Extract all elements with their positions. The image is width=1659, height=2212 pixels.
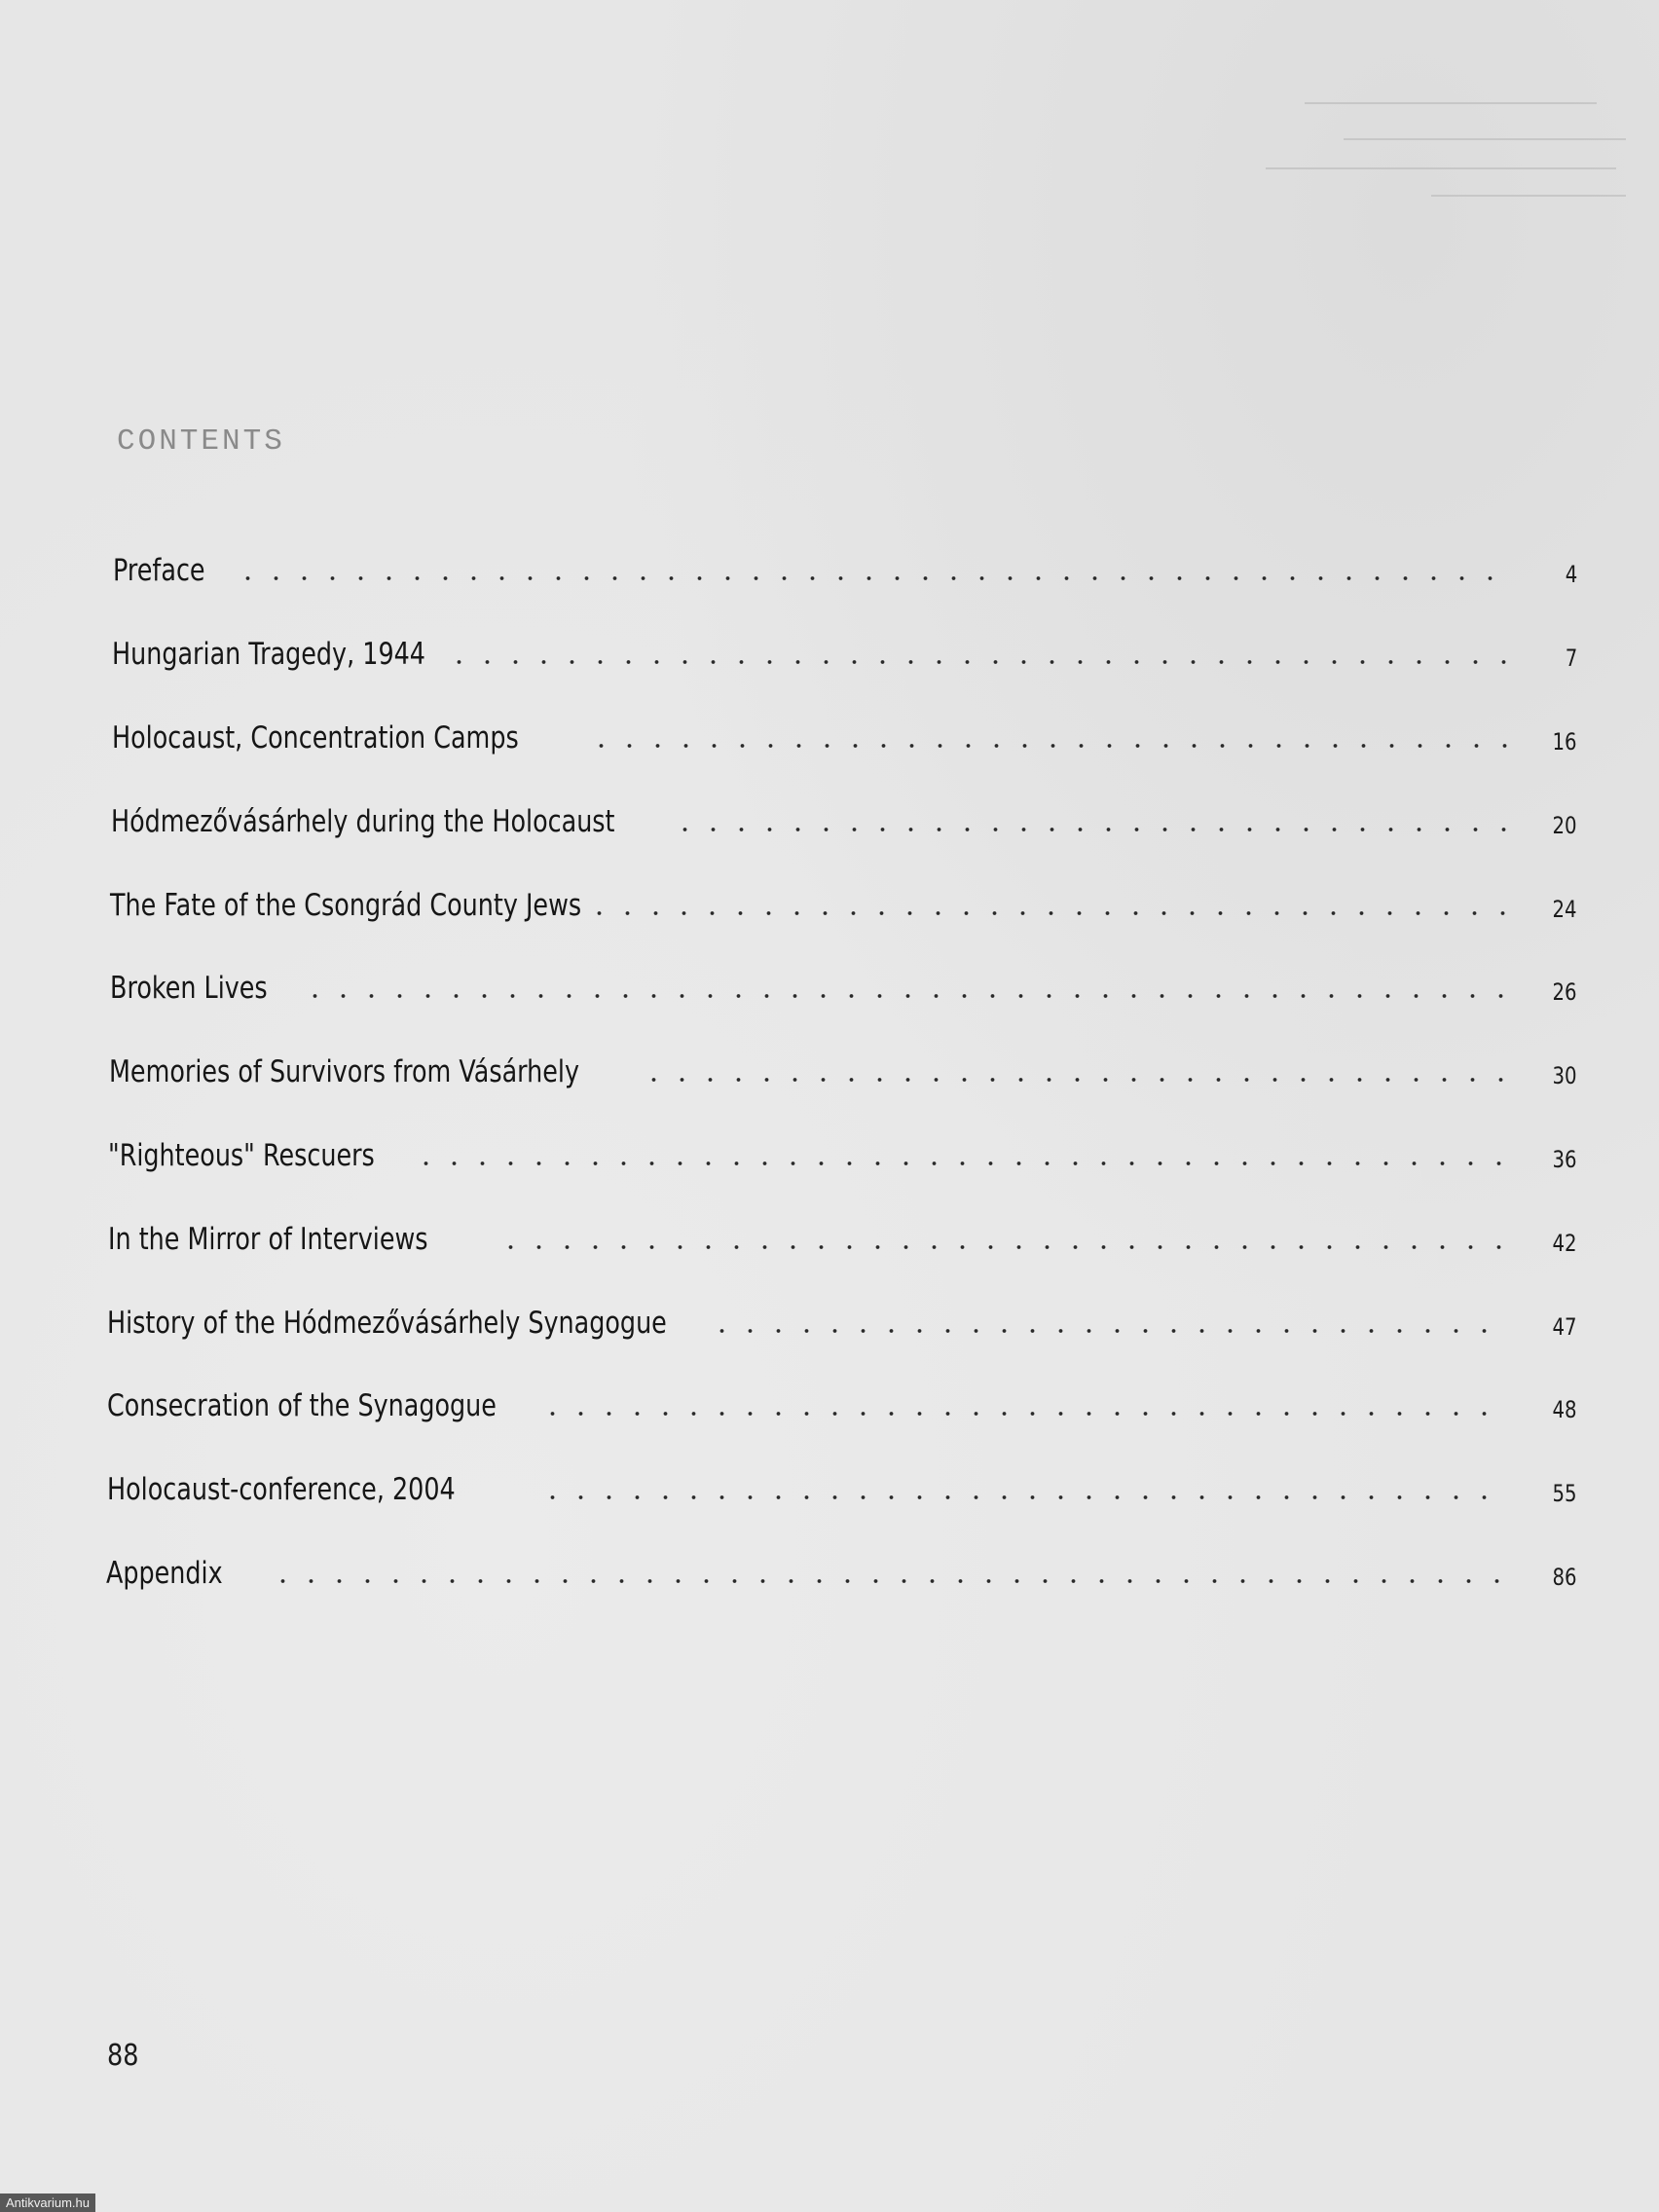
toc-entry — [109, 1054, 1577, 1103]
toc-entry-title: "Righteous" Rescuers — [108, 1138, 375, 1173]
toc-dot-leader — [585, 911, 1512, 915]
toc-entry-title: History of the Hódmezővásárhely Synagogue — [107, 1306, 667, 1341]
toc-dot-leader — [708, 1329, 1509, 1333]
toc-entry — [108, 1222, 1577, 1271]
toc-entry-page: 42 — [1552, 1230, 1577, 1257]
toc-entry-title: Holocaust, Concentration Camps — [112, 720, 519, 756]
toc-dot-leader — [497, 1245, 1510, 1249]
toc-entry-title: Hódmezővásárhely during the Holocaust — [111, 804, 615, 839]
toc-entry-page: 30 — [1552, 1062, 1577, 1089]
toc-entry — [106, 1556, 1577, 1604]
toc-entry-title: In the Mirror of Interviews — [108, 1222, 428, 1257]
toc-dot-leader — [445, 660, 1514, 664]
toc-entry-title: Appendix — [106, 1556, 223, 1591]
toc-dot-leader — [538, 1495, 1509, 1499]
toc-entry — [107, 1472, 1577, 1521]
toc-entry-page: 26 — [1552, 978, 1577, 1006]
toc-entry-page: 86 — [1552, 1564, 1577, 1591]
toc-dot-leader — [301, 994, 1512, 998]
toc-entry-page: 48 — [1552, 1396, 1577, 1423]
toc-dot-leader — [234, 576, 1515, 580]
toc-entry — [108, 1138, 1577, 1187]
toc-entry-title: Broken Lives — [110, 971, 268, 1006]
toc-entry-title: The Fate of the Csongrád County Jews — [110, 888, 582, 923]
toc-entry-title: Preface — [113, 553, 205, 588]
toc-entry-page: 20 — [1552, 812, 1577, 839]
toc-dot-leader — [538, 1412, 1509, 1416]
toc-entry — [112, 720, 1577, 769]
toc-entry — [110, 971, 1577, 1019]
toc-dot-leader — [640, 1078, 1511, 1082]
toc-entry — [113, 553, 1577, 602]
toc-entry-page: 7 — [1565, 645, 1577, 672]
toc-dot-leader — [587, 744, 1514, 748]
toc-dot-leader — [671, 828, 1513, 831]
toc-entry-page: 4 — [1565, 561, 1577, 588]
toc-dot-leader — [269, 1579, 1508, 1583]
source-watermark: Antikvarium.hu — [0, 2194, 95, 2212]
toc-entry — [112, 637, 1577, 685]
contents-heading: CONTENTS — [117, 424, 285, 459]
toc-entry-title: Consecration of the Synagogue — [107, 1388, 497, 1423]
toc-entry-page: 36 — [1552, 1146, 1577, 1173]
toc-entry-page: 24 — [1552, 896, 1577, 923]
toc-entry-title: Holocaust-conference, 2004 — [107, 1472, 456, 1507]
toc-entry-page: 47 — [1552, 1313, 1577, 1341]
toc-entry-title: Memories of Survivors from Vásárhely — [109, 1054, 580, 1089]
toc-dot-leader — [412, 1161, 1510, 1165]
toc-entry-page: 16 — [1552, 728, 1577, 756]
toc-entry-page: 55 — [1552, 1480, 1577, 1507]
toc-entry — [107, 1388, 1577, 1437]
toc-entry-title: Hungarian Tragedy, 1944 — [112, 637, 425, 672]
toc-entry — [107, 1306, 1577, 1354]
page-number: 88 — [107, 2039, 139, 2073]
toc-entry — [110, 888, 1577, 937]
toc-entry — [111, 804, 1577, 853]
